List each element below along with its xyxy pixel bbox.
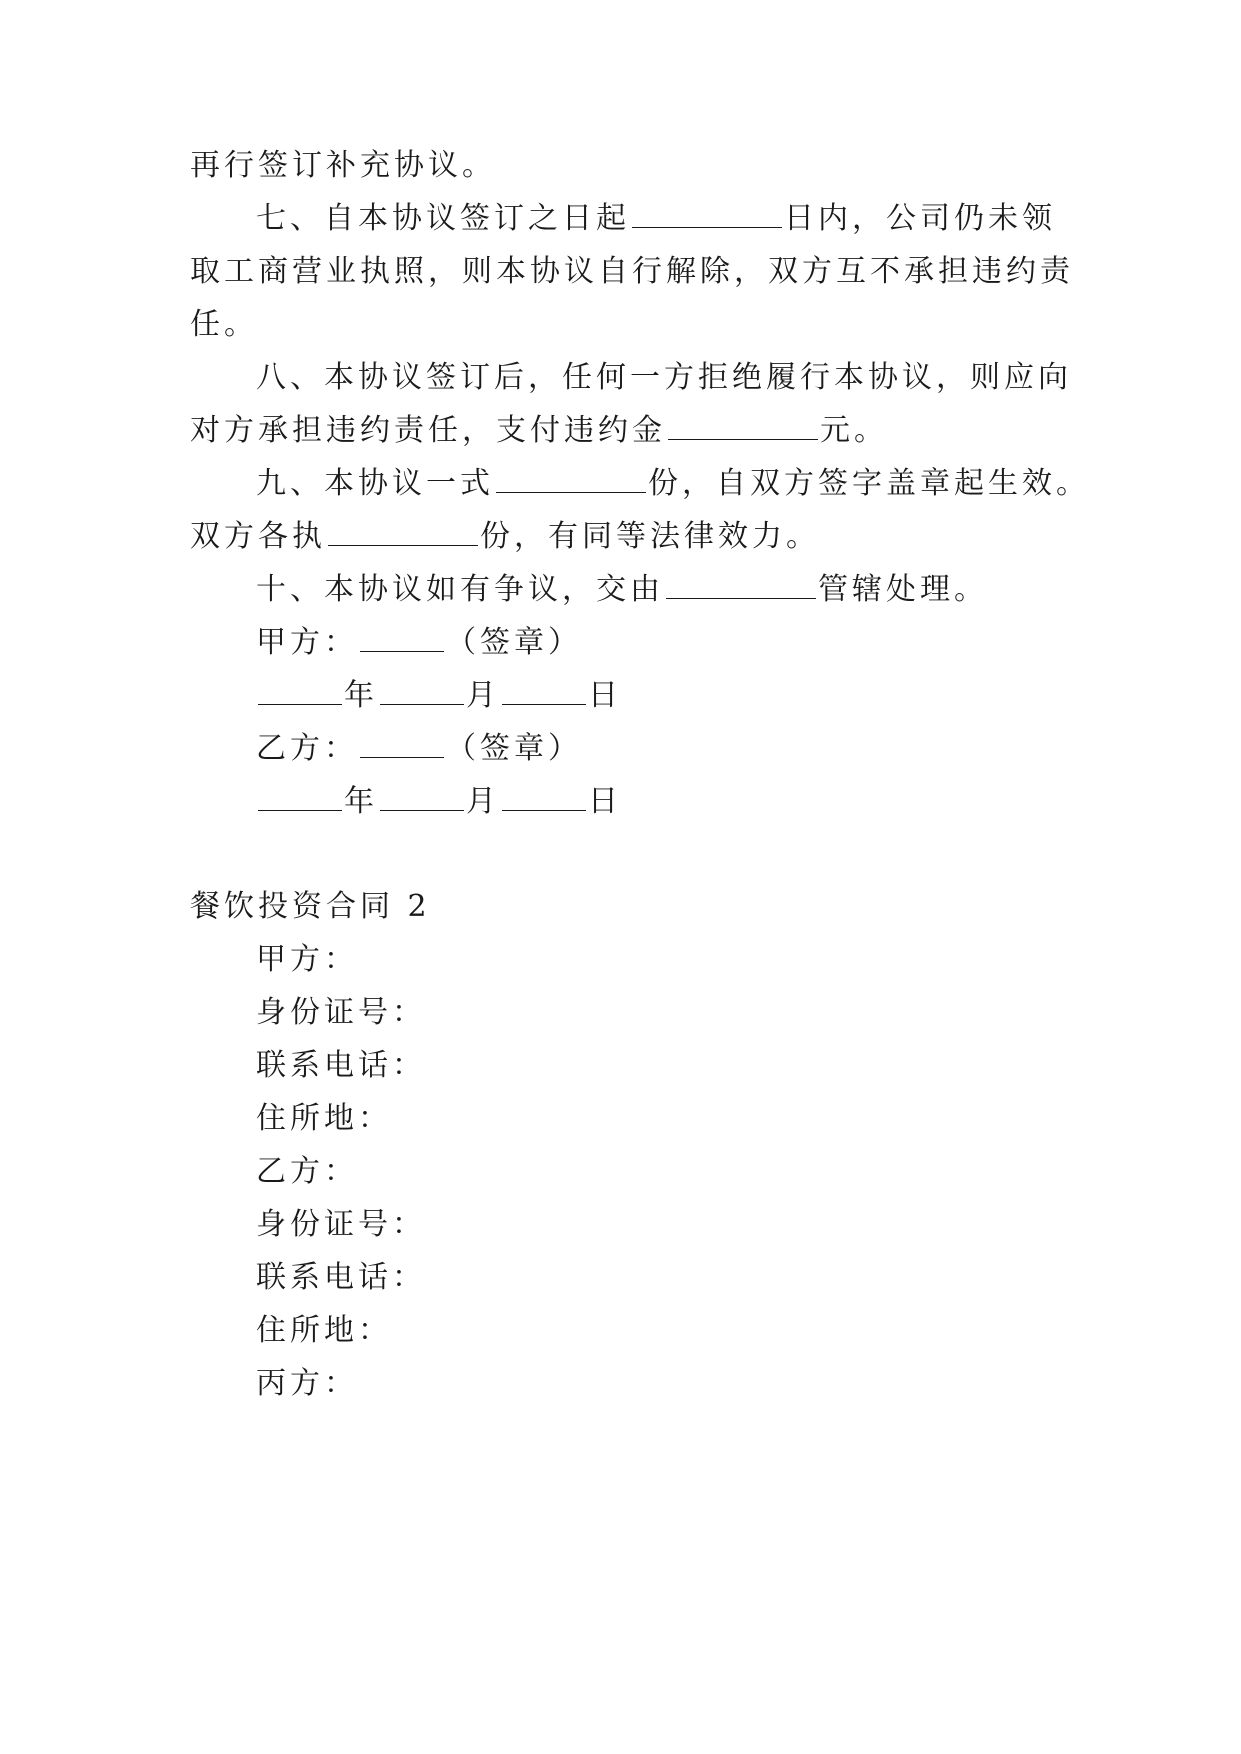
fill-blank[interactable] (258, 782, 342, 811)
field-label: 乙方： (256, 1154, 358, 1189)
fill-blank[interactable] (360, 729, 444, 758)
year-label: 年 (344, 678, 378, 713)
field-line (256, 1205, 426, 1245)
party-a-signature-line (256, 623, 582, 663)
text-run: 份，自双方签字盖章起生效。 (648, 466, 1090, 501)
text-run: 任。 (190, 307, 258, 342)
seal-text: （签章） (446, 625, 582, 660)
fill-blank[interactable] (668, 411, 818, 440)
text-run: 九、本协议一式 (256, 466, 494, 501)
field-label: 联系电话： (256, 1260, 426, 1295)
text-run: 日内，公司仍未领 (784, 201, 1056, 236)
text-run: 对方承担违约责任，支付违约金 (190, 413, 666, 448)
paragraph-line (190, 146, 496, 186)
text-run: 八、本协议签订后，任何一方拒绝履行本协议，则应向 (256, 360, 1072, 395)
fill-blank[interactable] (258, 676, 342, 705)
party-b-label: 乙方： (256, 731, 358, 766)
text-run: 十、本协议如有争议，交由 (256, 572, 664, 607)
text-run: 份，有同等法律效力。 (480, 519, 820, 554)
field-line (256, 940, 358, 980)
text-run: 双方各执 (190, 519, 326, 554)
field-line (256, 1152, 358, 1192)
fill-blank[interactable] (502, 782, 586, 811)
field-line (256, 1099, 392, 1139)
field-line (256, 993, 426, 1033)
text-run: 七、自本协议签订之日起 (256, 201, 630, 236)
seal-text: （签章） (446, 731, 582, 766)
field-label: 身份证号： (256, 995, 426, 1030)
paragraph-line (190, 517, 820, 557)
field-label: 身份证号： (256, 1207, 426, 1242)
fill-blank[interactable] (380, 676, 464, 705)
paragraph-line (190, 252, 1074, 292)
party-a-label: 甲方： (256, 625, 358, 660)
text-run: 取工商营业执照，则本协议自行解除，双方互不承担违约责 (190, 254, 1074, 289)
fill-blank[interactable] (360, 623, 444, 652)
day-label: 日 (588, 784, 622, 819)
text-run: 再行签订补充协议。 (190, 148, 496, 183)
fill-blank[interactable] (666, 570, 816, 599)
clause-ten-line (256, 570, 988, 610)
field-label: 联系电话： (256, 1048, 426, 1083)
fill-blank[interactable] (328, 517, 478, 546)
field-line (256, 1258, 426, 1298)
field-label: 住所地： (256, 1101, 392, 1136)
fill-blank[interactable] (502, 676, 586, 705)
party-a-date-line (256, 676, 622, 716)
text-run: 管辖处理。 (818, 572, 988, 607)
paragraph-line (190, 411, 888, 451)
field-line (256, 1311, 392, 1351)
party-b-date-line (256, 782, 622, 822)
section-title (190, 887, 431, 927)
fill-blank[interactable] (496, 464, 646, 493)
party-b-signature-line (256, 729, 582, 769)
field-label: 丙方： (256, 1366, 358, 1401)
month-label: 月 (466, 784, 500, 819)
field-line (256, 1364, 358, 1404)
section-title-text: 餐饮投资合同 2 (190, 889, 431, 924)
fill-blank[interactable] (632, 199, 782, 228)
paragraph-line (190, 305, 258, 345)
text-run: 元。 (820, 413, 888, 448)
field-label: 住所地： (256, 1313, 392, 1348)
day-label: 日 (588, 678, 622, 713)
month-label: 月 (466, 678, 500, 713)
field-label: 甲方： (256, 942, 358, 977)
year-label: 年 (344, 784, 378, 819)
clause-eight-line (256, 358, 1072, 398)
clause-nine-line (256, 464, 1090, 504)
clause-seven-line (256, 199, 1056, 239)
field-line (256, 1046, 426, 1086)
fill-blank[interactable] (380, 782, 464, 811)
